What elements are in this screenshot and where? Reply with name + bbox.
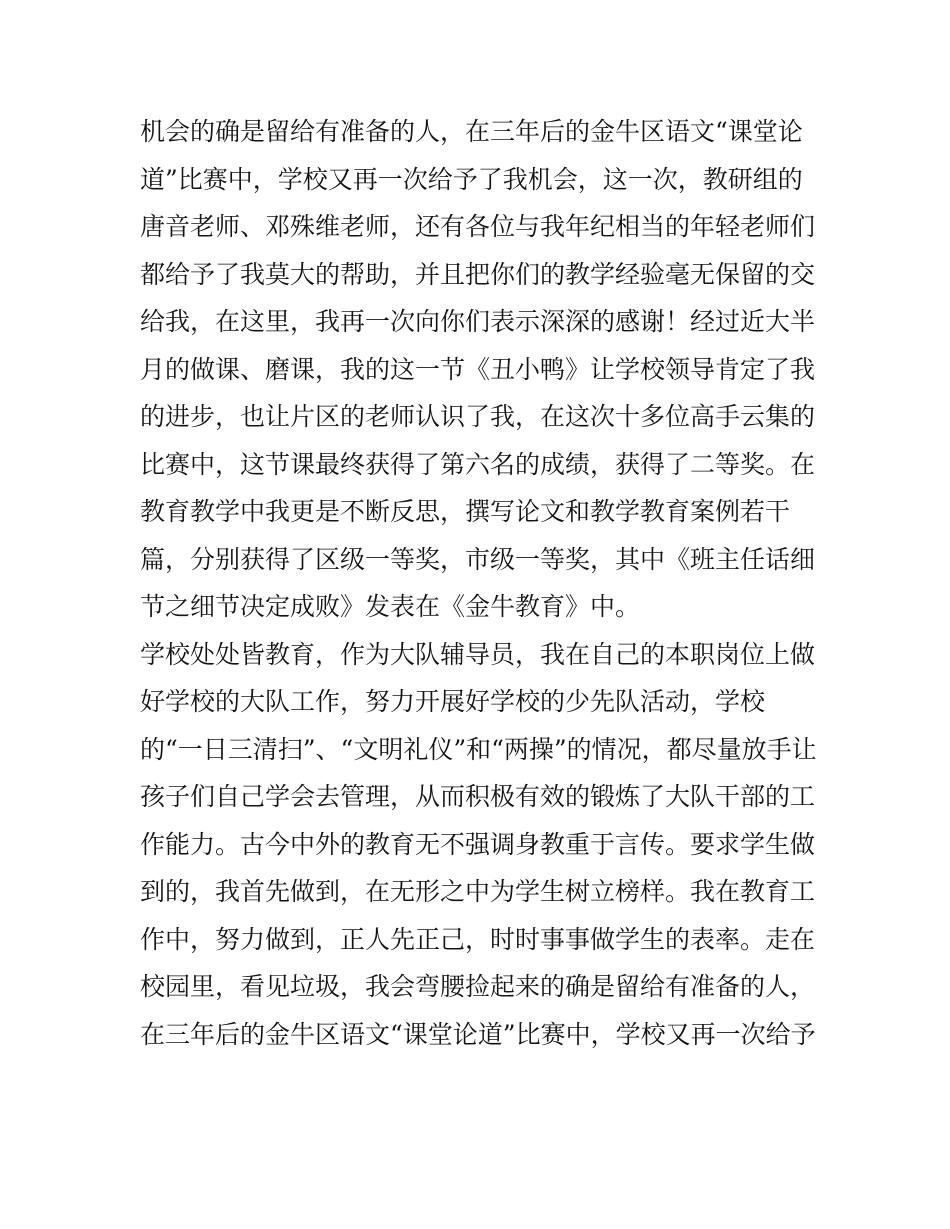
text-line: 作中，努力做到，正人先正己，时时事事做学生的表率。走在 (140, 924, 816, 954)
text-line: 机会的确是留给有准备的人，在三年后的金牛区语文“课堂论 (140, 117, 803, 146)
text-line: 在三年后的金牛区语文“课堂论道”比赛中，学校又再一次给予 (140, 1019, 816, 1049)
text-line: 作能力。古今中外的教育无不强调身教重于言传。要求学生做 (140, 829, 816, 859)
text-line: 教育教学中我更是不断反思，撰写论文和教学教育案例若干 (140, 497, 791, 526)
text-line: 好学校的大队工作，努力开展好学校的少先队活动，学校 (140, 687, 766, 716)
text-line: 道”比赛中，学校又再一次给予了我机会，这一次，教研组的 (140, 164, 803, 194)
body-text (140, 108, 820, 1058)
text-line: 学校处处皆教育，作为大队辅导员，我在自己的本职岗位上做 (140, 639, 816, 669)
text-line: 孩子们自己学会去管理，从而积极有效的锻炼了大队干部的工 (140, 782, 816, 811)
text-line: 比赛中，这节课最终获得了第六名的成绩，获得了二等奖。在 (140, 449, 816, 479)
text-line: 的进步，也让片区的老师认识了我，在这次十多位高手云集的 (140, 402, 816, 431)
text-line: 唐音老师、邓殊维老师，还有各位与我年纪相当的年轻老师们 (140, 212, 816, 241)
text-line: 篇，分别获得了区级一等奖，市级一等奖，其中《班主任话细 (140, 544, 816, 574)
text-line: 节之细节决定成败》发表在《金牛教育》中。 (140, 592, 641, 621)
text-line: 校园里，看见垃圾，我会弯腰捡起来的确是留给有准备的人， (140, 972, 816, 1001)
text-line: 到的，我首先做到，在无形之中为学生树立榜样。我在教育工 (140, 877, 816, 906)
text-line: 都给予了我莫大的帮助，并且把你们的教学经验毫无保留的交 (140, 259, 816, 289)
text-line: 给我，在这里，我再一次向你们表示深深的感谢！经过近大半 (140, 307, 816, 336)
text-line: 月的做课、磨课，我的这一节《丑小鸭》让学校领导肯定了我 (140, 354, 816, 384)
text-line: 的“一日三清扫”、“文明礼仪”和“两操”的情况，都尽量放手让 (140, 734, 817, 764)
